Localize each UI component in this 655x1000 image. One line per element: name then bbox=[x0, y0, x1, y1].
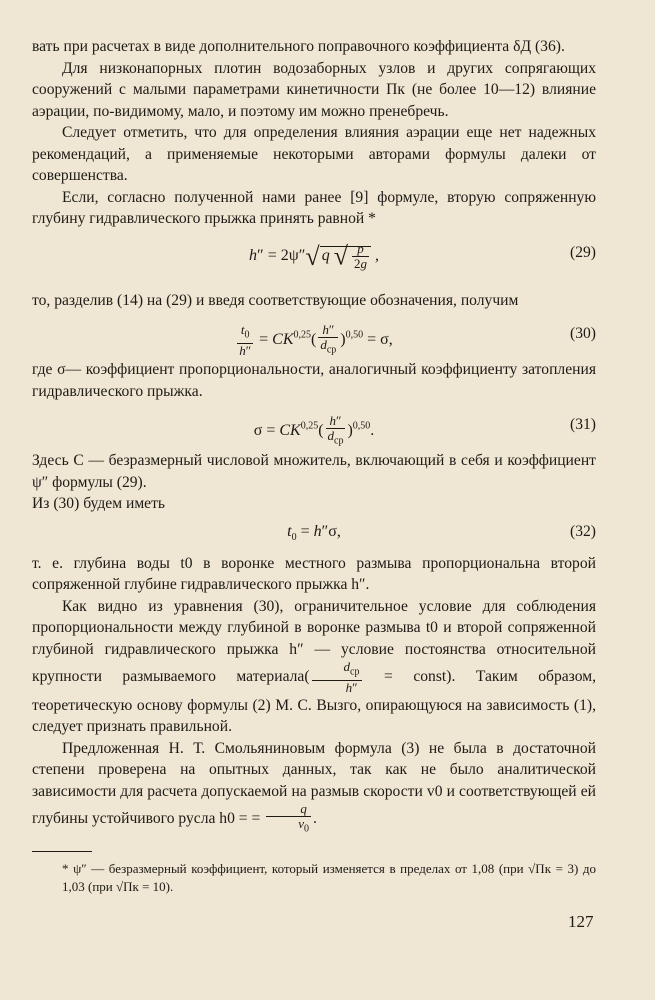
equation-31 bbox=[32, 406, 596, 446]
equation-number: (30) bbox=[570, 325, 596, 342]
paragraph: т. е. глубина воды t0 в воронке местного размыва пропорциональна второй сопряженной глубине гидравлического прыжка h″. bbox=[32, 554, 596, 593]
paragraph: Здесь C — безразмерный числовой множитель, включающий в себя и коэффициент ψ″ формулы (29). bbox=[32, 452, 596, 491]
formula: $\frac{t_0}{h''}$ = CK$^{0,25}$( $\frac{h''}{d_{ср}}$ )$^{0,50}$ = σ, bbox=[239, 322, 393, 358]
paragraph: Из (30) будем иметь bbox=[32, 495, 166, 512]
paragraph: Если, согласно полученной нами ранее [9] формуле, вторую сопряженную глубину гидравлического прыжка принять равной * bbox=[32, 188, 596, 227]
page-number: 127 bbox=[568, 912, 594, 931]
paragraph: Как видно из уравнения (30), ограничительное условие для соблюдения пропорциональности между глубиной в воронке размыва t0 и второй сопряженной глубиной гидравлического прыжка h″ — условие постоянства относительной крупности размываемого материала( $\frac{d_{ср}}{h''}$ = const). Таким образом, теоретическую основу формулы (2) М. С. Вызго, опирающуюся на зависимость (1), следует признать правильной. bbox=[32, 597, 596, 736]
footnote: * ψ″ — безразмерный коэффициент, который изменяется в пределах от 1,08 (при √Пк = 3) до 1,03 (при √Пк = 10). bbox=[62, 860, 596, 894]
paragraph: Следует отметить, что для определения влияния аэрации еще нет надежных рекомендаций, а применяемые некоторыми авторами формулы далеки от совершенства. bbox=[32, 124, 596, 184]
equation-32 bbox=[32, 519, 596, 549]
formula: σ = CK$^{0,25}$( $\frac{h''}{d_{ср}}$ )$^{0,50}$. bbox=[253, 413, 375, 447]
paragraph: где σ— коэффициент пропорциональности, аналогичный коэффициенту затопления гидравлического прыжка. bbox=[32, 361, 596, 400]
paragraph: Предложенная Н. Т. Смольяниновым формула (3) не была в достаточной степени проверена на опытных данных, так как не было аналитической зависимости для расчета допускаемой на размыв скорости v0 и соответствующей ей глубины устойчивого русла h0 = = $\frac{q}{v_0}$ . bbox=[32, 739, 596, 835]
equation-30 bbox=[32, 315, 596, 358]
body-text bbox=[32, 36, 596, 896]
formula: $t_0 = h''\sigma$, bbox=[287, 522, 341, 543]
equation-number: (31) bbox=[570, 416, 596, 433]
equation-number: (29) bbox=[570, 243, 596, 261]
formula: h″ = 2ψ″√ q √ $\frac{p}{2g}$ , bbox=[249, 240, 379, 271]
paragraph: Для низконапорных плотин водозаборных узлов и других сопрягающих сооружений с малыми параметрами кинетичности Пк (не более 10—12) влияние аэрации, по-видимому, мало, и поэтому им можно пренебречь. bbox=[32, 59, 596, 120]
footnote-divider bbox=[32, 851, 92, 852]
paragraph: то, разделив (14) на (29) и введя соответствующие обозначения, получим bbox=[32, 291, 519, 309]
equation-number: (32) bbox=[570, 522, 596, 540]
paragraph: вать при расчетах в виде дополнительного поправочного коэффициента δД (36). bbox=[32, 38, 565, 55]
equation-29 bbox=[32, 234, 596, 286]
